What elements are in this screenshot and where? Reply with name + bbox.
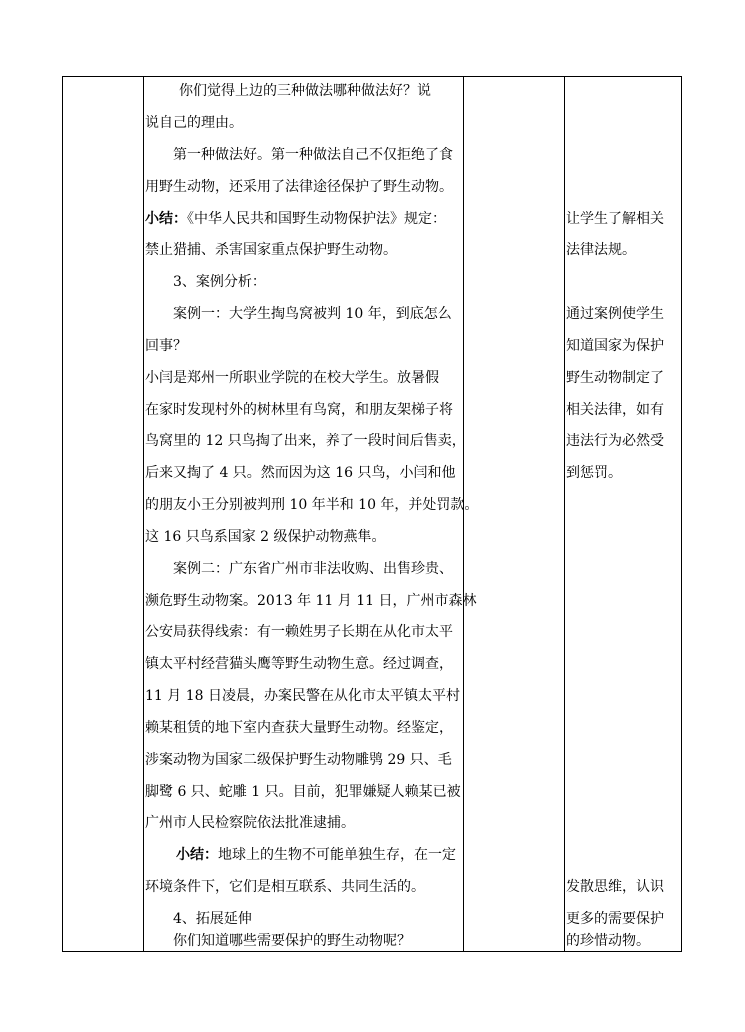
section-heading-3: 3、案例分析： — [145, 274, 266, 290]
note-1-line: 让学生了解相关 — [566, 211, 664, 227]
paragraph-answer-line-1: 第一种做法好。第一种做法自己不仅拒绝了食 — [145, 147, 453, 163]
case-2-line: 11 月 18 日凌晨，办案民警在从化市太平镇太平村 — [145, 688, 460, 704]
case-1-body-line: 后来又掏了 4 只。然而因为这 16 只鸟，小闫和他 — [145, 465, 456, 481]
paragraph-question-line-2: 说自己的理由。 — [145, 115, 243, 131]
summary-2-line-1 — [176, 845, 456, 865]
note-2-line: 到惩罚。 — [566, 465, 622, 481]
note-1-line: 法律法规。 — [566, 242, 636, 258]
paragraph-question-line-1: 你们觉得上边的三种做法哪种做法好？说 — [151, 83, 431, 99]
case-1-body-line: 这 16 只鸟系国家 2 级保护动物燕隼。 — [145, 529, 386, 545]
case-1-body-line: 小闫是郑州一所职业学院的在校大学生。放暑假 — [145, 370, 439, 386]
summary-2-text: 地球上的生物不可能单独生存，在一定 — [218, 847, 456, 863]
summary-label: 小结： — [176, 847, 218, 863]
column-divider-3 — [564, 76, 565, 952]
case-2-line: 公安局获得线索：有一赖姓男子长期在从化市太平 — [145, 624, 453, 640]
summary-label: 小结： — [145, 211, 187, 227]
column-divider-1 — [143, 76, 144, 952]
note-2-line: 违法行为必然受 — [566, 433, 664, 449]
case-2-line: 广州市人民检察院依法批准逮捕。 — [145, 815, 355, 831]
note-3-line: 发散思维，认识 — [566, 879, 664, 895]
design-intent-column — [566, 76, 680, 952]
case-2-line: 案例二：广东省广州市非法收购、出售珍贵、 — [145, 561, 453, 577]
case-1-title-line-1: 案例一：大学生掏鸟窝被判 10 年，到底怎么 — [145, 306, 452, 322]
case-2-line: 脚鹭 6 只、蛇雕 1 只。目前，犯罪嫌疑人赖某已被 — [145, 784, 461, 800]
note-2-line: 知道国家为保护 — [566, 338, 664, 354]
case-2-line: 涉案动物为国家二级保护野生动物雕鸮 29 只、毛 — [145, 752, 452, 768]
case-1-body-line: 的朋友小王分别被判刑 10 年半和 10 年，并处罚款。 — [145, 497, 479, 513]
note-2-line: 相关法律，如有 — [566, 402, 664, 418]
extension-question: 你们知道哪些需要保护的野生动物呢？ — [145, 933, 411, 949]
note-3-line: 的珍惜动物。 — [566, 933, 650, 949]
summary-1-line-2: 禁止猎捕、杀害国家重点保护野生动物。 — [145, 242, 397, 258]
case-2-line: 濒危野生动物案。2013 年 11 月 11 日，广州市森林 — [145, 593, 477, 609]
note-3-line: 更多的需要保护 — [566, 911, 664, 927]
case-2-line: 镇太平村经营猫头鹰等野生动物生意。经过调查， — [145, 656, 453, 672]
summary-2-line-2: 环境条件下，它们是相互联系、共同生活的。 — [145, 879, 425, 895]
note-2-line: 通过案例使学生 — [566, 306, 664, 322]
case-1-body-line: 在家时发现村外的树林里有鸟窝，和朋友架梯子将 — [145, 402, 453, 418]
paragraph-answer-line-2: 用野生动物，还采用了法律途径保护了野生动物。 — [145, 179, 453, 195]
summary-1-line-1 — [145, 209, 446, 229]
section-heading-4: 4、拓展延伸 — [145, 911, 252, 927]
case-2-line: 赖某租赁的地下室内查获大量野生动物。经鉴定， — [145, 720, 453, 736]
case-1-title-line-2: 回事？ — [145, 338, 187, 354]
note-2-line: 野生动物制定了 — [566, 370, 664, 386]
case-1-body-line: 鸟窝里的 12 只鸟掏了出来，养了一段时间后售卖， — [145, 433, 466, 449]
teaching-content-column — [145, 76, 479, 952]
summary-1-text: 《中华人民共和国野生动物保护法》规定： — [187, 211, 446, 227]
